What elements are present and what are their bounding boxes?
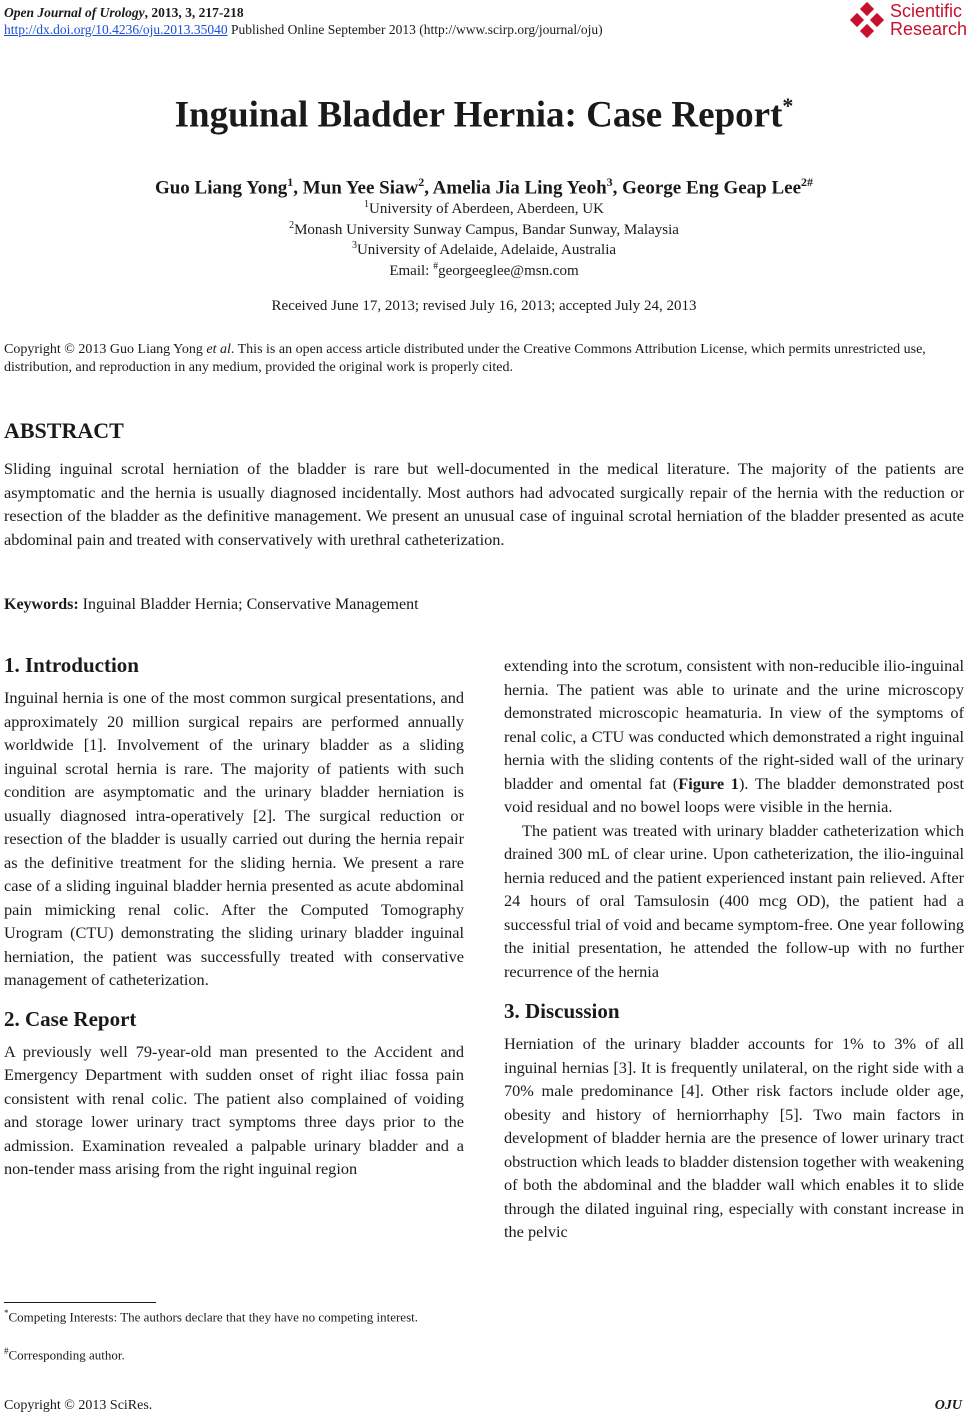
- title-text: Inguinal Bladder Hernia: Case Report: [174, 94, 783, 136]
- author-separator: ,: [293, 177, 303, 199]
- affiliation-mark: 2: [289, 220, 295, 231]
- published-note: Published Online September 2013 (http://www.scirp.org/journal/oju): [227, 22, 603, 37]
- footnote-mark: #: [4, 1346, 9, 1356]
- footnote: [4, 1343, 464, 1363]
- discussion-paragraph: Herniation of the urinary bladder accounts for 1% to 3% of all inguinal hernias [3]. It is frequently unilateral, on the right side with a 70% male predominance [4]. Other risk factors include older age, obesity and history of herniorrhaphy [5]. Two main factors in development of bladder hernia are the presence of lower urinary tract obstruction which leads to bladder distension together with weakening of both the abdominal and the bladder wall which enables it to slide through the dilated inguinal ring, especially with constant increase in the pelvic: [504, 1034, 964, 1241]
- journal-citation: , 2013, 3, 217-218: [144, 5, 244, 20]
- keywords-text: Inguinal Bladder Hernia; Conservative Management: [78, 596, 419, 613]
- author-affil-mark: 1: [287, 175, 294, 189]
- footer-journal-abbrev: OJU: [934, 1398, 962, 1413]
- author-separator: ,: [612, 177, 623, 199]
- journal-name: Open Journal of Urology: [4, 5, 145, 20]
- footer-copyright: Copyright © 2013 SciRes.: [4, 1398, 153, 1413]
- logo-wordmark: [890, 2, 967, 38]
- case-continued-text-end: ). The bladder demonstrated post void residual and no bowel loops were visible in the hernia.: [504, 773, 964, 816]
- right-column: [504, 654, 964, 1244]
- doi-link[interactable]: http://dx.doi.org/10.4236/oju.2013.35040: [4, 22, 228, 37]
- section-heading-discussion: 3. Discussion: [504, 999, 620, 1023]
- author-affil-mark: 3: [606, 175, 613, 189]
- title-footnote-mark: *: [782, 93, 794, 118]
- case-paragraph: A previously well 79-year-old man presented to the Accident and Emergency Department with sudden onset of right iliac fossa pain consistent with renal colic. The patient also complained of voiding and storage lower urinary tract symptoms three days prior to the admission. Examination revealed a palpable urinary bladder and a non-tender mass arising from the right inguinal region: [4, 1041, 464, 1178]
- author-name: Guo Liang Yong: [154, 177, 288, 199]
- footnote: [4, 1305, 464, 1325]
- treatment-paragraph: The patient was treated with urinary bladder catheterization which drained 300 mL of clear urine. Upon catheterization, the ilio-inguinal hernia reduced and the patient experienced instant pain relieved. After 24 hours of oral Tamsulosin (400 mcg OD), the patient had a successful trial of void and became symptom-free. One year following the initial presentation, he attended the follow-up with no further recurrence of the hernia: [504, 820, 964, 981]
- author-separator: ,: [424, 177, 433, 199]
- author-name: Mun Yee Siaw: [302, 177, 419, 199]
- email-label: Email:: [389, 263, 434, 279]
- figure-reference: Figure 1: [678, 773, 739, 793]
- case-continued-paragraph: [504, 654, 964, 819]
- footnote-text: Corresponding author.: [8, 1347, 125, 1363]
- abstract-text: Sliding inguinal scrotal herniation of the bladder is rare but well-documented in the medical literature. The majority of the patients are asymptomatic and the hernia is usually diagnosed incidentally. Most authors had advocated surgically repair of the hernia with the reduction or resection of the bladder as the definitive management. We present an unusual case of inguinal scrotal herniation of the bladder presented as acute abdominal pain and treated with conservatively with urethral catheterization.: [4, 459, 964, 549]
- footnote-divider: [4, 1302, 156, 1303]
- case-continued-text: extending into the scrotum, consistent with non-reducible ilio-inguinal hernia. The patient was able to urinate and the urine microscopy demonstrated microscopic heamaturia. In view of the symptoms of renal colic, a CTU was conducted which demonstrated a right inguinal hernia with the sliding contents of the right-sided wall of the urinary bladder and omental fat (: [504, 656, 964, 793]
- affiliation-text: University of Adelaide, Adelaide, Australia: [356, 242, 617, 258]
- logo-mark-icon: [850, 4, 884, 38]
- received-dates: Received June 17, 2013; revised July 16, 2013; accepted July 24, 2013: [271, 298, 697, 314]
- section-heading-case-report: 2. Case Report: [4, 1006, 137, 1031]
- intro-paragraph: Inguinal hernia is one of the most common surgical presentations, and approximately 20 million surgical repairs are performed annually worldwide [1]. Involvement of the urinary bladder as a sliding inguinal scrotal hernia is rare. The majority of patients with such condition are asymptomatic and the urinary bladder herniation is usually diagnosed intra-operatively [2]. The surgical reduction or resection of the bladder is usually carried out during the hernia repair as the definitive treatment for the sliding hernia. We present a rare case of a sliding inguinal bladder hernia presented as acute abdominal pain mimicking renal colic. After the Computed Tomography Urogram (CTU) demonstrating the sliding urinary bladder inguinal herniation, the patient was successfully treated with conservative management of catheterization.: [4, 688, 464, 989]
- paper-title: [0, 84, 968, 137]
- copyright-pre: Copyright © 2013 Guo Liang Yong: [4, 342, 207, 357]
- logo-line-2: Research: [890, 19, 968, 39]
- email-mark: #: [433, 261, 439, 272]
- left-column: [4, 651, 464, 1181]
- affiliation-mark: 3: [351, 240, 357, 251]
- author-name: George Eng Geap Lee: [622, 177, 802, 199]
- footnote-text: Competing Interests: The authors declare that they have no competing interest.: [8, 1309, 418, 1325]
- author-affil-mark: 2#: [801, 175, 814, 189]
- affiliation-mark: 1: [364, 199, 370, 210]
- running-header: [4, 4, 603, 38]
- publisher-logo: [850, 2, 968, 42]
- email-address: georgeeglee@msn.com: [438, 263, 579, 279]
- footnote-mark: *: [4, 1308, 9, 1318]
- affiliation-text: University of Aberdeen, Aberdeen, UK: [369, 201, 604, 217]
- author-name: Amelia Jia Ling Yeoh: [432, 177, 607, 199]
- copyright-etal: et al: [206, 342, 231, 357]
- affiliation-text: Monash University Sunway Campus, Bandar Sunway, Malaysia: [294, 222, 679, 238]
- abstract-heading: ABSTRACT: [4, 418, 124, 443]
- corresponding-email: [0, 257, 968, 281]
- keywords-label: Keywords:: [4, 596, 79, 613]
- copyright-notice: [4, 341, 964, 377]
- logo-line-1: Scientific: [890, 1, 963, 21]
- section-heading-introduction: 1. Introduction: [4, 653, 139, 677]
- author-affil-mark: 2: [418, 175, 425, 189]
- keywords: [4, 596, 419, 614]
- copyright-post: . This is an open access article distributed under the Creative Commons Attribution License, which permits unrestricted use, distribution, and reproduction in any medium, provided the original work is properly cited.: [4, 342, 926, 375]
